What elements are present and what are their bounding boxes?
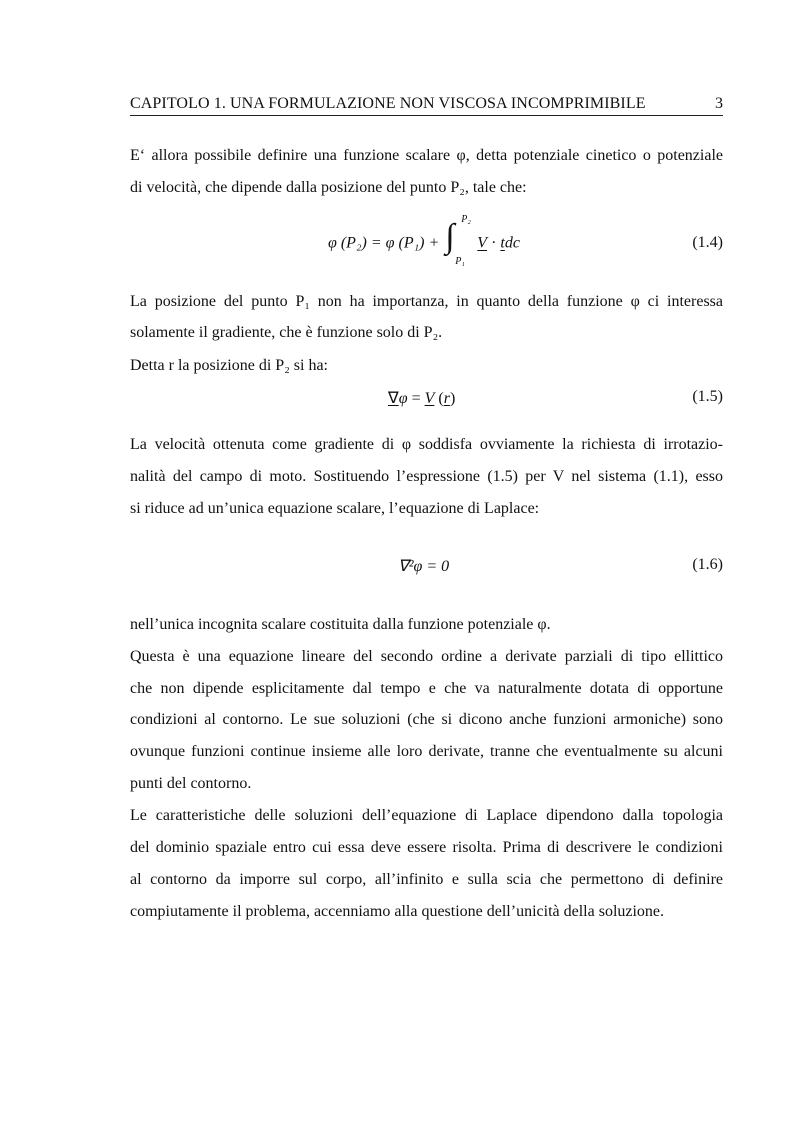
equation-number: (1.4) (692, 234, 723, 251)
text-line: nell’unica incognita scalare costituita dalla funzione potenziale φ. (130, 616, 551, 633)
nabla: ∇ (388, 390, 399, 407)
eq-lhs: φ (P₂) = φ (P₁) + (328, 234, 440, 252)
text-line: Questa è una equazione lineare del secondo ordine a derivate parziali di tipo ellittico (130, 648, 723, 665)
text-line: nalità del campo di moto. Sostituendo l’espressione (1.5) per V nel sistema (1.1), esso (130, 468, 723, 485)
text-line: compiutamente il problema, accenniamo alla questione dell’unicità della soluzione. (130, 903, 665, 920)
equals: = (407, 390, 425, 407)
text-line: si riduce ad un’unica equazione scalare, l’equazione di Laplace: (130, 500, 540, 517)
text-line: Detta r la posizione di P₂ si ha: (130, 357, 328, 374)
dot-operator: · (487, 234, 501, 252)
equation-number: (1.6) (692, 556, 723, 573)
text-line: del dominio spaziale entro cui essa deve essere risolta. Prima di descrivere le condizioni (130, 839, 723, 856)
text-line: solamente il gradiente, che è funzione solo di P₂. (130, 324, 443, 341)
velocity-vector: V (424, 390, 435, 407)
text-line: La velocità ottenuta come gradiente di φ soddisfa ovviamente la richiesta di irrotazio- (130, 436, 723, 453)
equation-1-6 (130, 556, 723, 596)
text-line: E‘ allora possibile definire una funzione scalare φ, detta potenziale cinetico o potenziale (130, 147, 723, 164)
running-header (130, 93, 723, 116)
page-number: 3 (715, 95, 723, 112)
equation-1-5: ∇φ = V (r) (1.5) (388, 388, 723, 407)
integral-upper: P₂ (461, 214, 471, 225)
phi: φ (398, 390, 408, 407)
text-line: che non dipende esplicitamente dal tempo e che va naturalmente dotata di opportune (130, 680, 723, 697)
text-line: punti del contorno. (130, 775, 252, 792)
text-line: ovunque funzioni continue insieme alle loro derivate, tranne che eventualmente su alcuni (130, 743, 723, 760)
text-line: Le caratteristiche delle soluzioni dell’equazione di Laplace dipendono dalla topologia (130, 807, 723, 824)
velocity-vector: V (477, 234, 488, 252)
equation-1-4 (130, 214, 723, 274)
chapter-title: CAPITOLO 1. UNA FORMULAZIONE NON VISCOSA INCOMPRIMIBILE (130, 95, 646, 112)
text-line: La posizione del punto P₁ non ha importanza, in quanto della funzione φ ci interessa (130, 293, 723, 310)
laplace-equation: ∇²φ = 0 (398, 558, 450, 575)
text-line: condizioni al contorno. Le sue soluzioni (che si dicono anche funzioni armoniche) sono (130, 711, 723, 728)
tangent-vector: t (500, 234, 505, 252)
integral-sign: ∫ P₂ P₁ (445, 214, 471, 267)
position-vector: r (443, 390, 450, 407)
equation-number: (1.5) (692, 388, 723, 405)
differential: dc (504, 234, 520, 252)
text-line: di velocità, che dipende dalla posizione del punto P₂, tale che: (130, 179, 527, 196)
integral-lower: P₁ (455, 256, 465, 267)
text-line: al contorno da imporre sul corpo, all’infinito e sulla scia che permettono di definire (130, 871, 723, 888)
